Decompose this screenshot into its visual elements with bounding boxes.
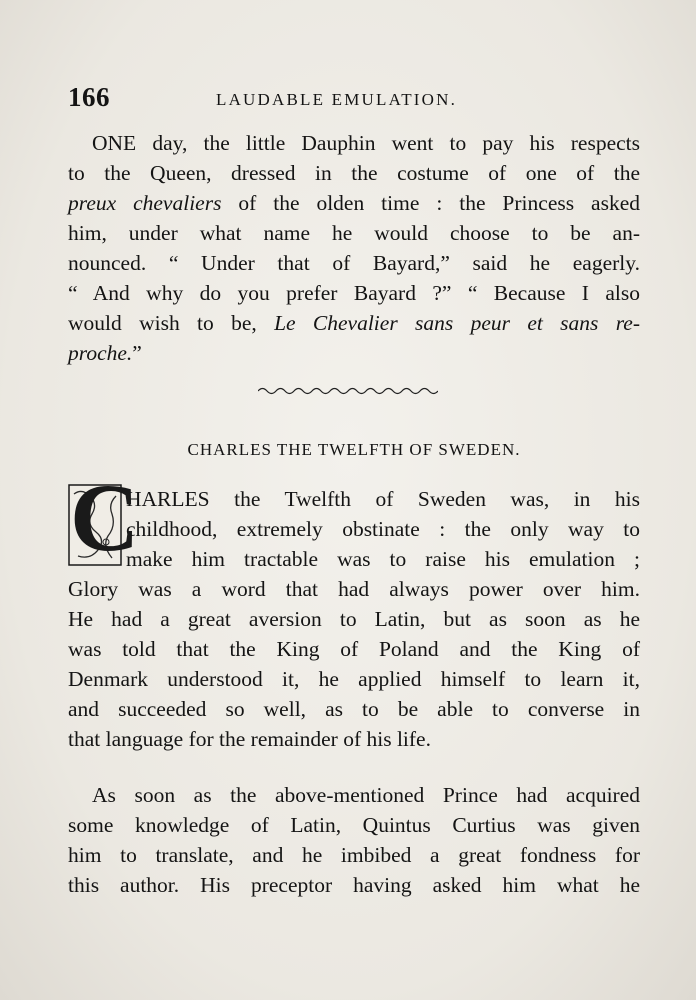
decorative-drop-cap (68, 464, 140, 571)
ornamental-divider (258, 386, 438, 396)
paragraph-charles (68, 464, 640, 754)
text-line (68, 158, 640, 188)
text-line (68, 278, 640, 308)
text-line (68, 218, 640, 248)
paragraph-latin (68, 780, 640, 900)
page-number: 166 (68, 82, 110, 112)
text-line: some knowledge of Latin, Quintus Curtius was given (68, 813, 640, 837)
text-line (68, 128, 640, 158)
text-line: was told that the King of Poland and the King of (68, 637, 640, 661)
italic-phrase: proche. (68, 341, 133, 365)
text-line: this author. His preceptor having asked him what he (68, 873, 640, 897)
paragraph-dauphin (68, 128, 640, 368)
line-text: to the Queen, dressed in the costume of one of the (68, 161, 640, 185)
line-text: “ And why do you prefer Bayard ?” “ Because I also (68, 281, 640, 305)
text-line: him to translate, and he imbibed a great fondness for (68, 843, 640, 867)
text-line (68, 188, 640, 218)
line-text: ” (132, 341, 142, 365)
drop-cap-letter: C (70, 464, 140, 571)
text-line: make him tractable was to raise his emulation ; (126, 547, 640, 571)
line-text: him, under what name he would choose to be an- (68, 221, 640, 245)
line-text: nounced. “ Under that of Bayard,” said he eagerly. (68, 251, 640, 275)
text-line: that language for the remainder of his life. (68, 727, 431, 751)
text-line: and succeeded so well, as to be able to converse in (68, 697, 640, 721)
text-line: Glory was a word that had always power over him. (68, 577, 640, 601)
text-line (68, 338, 640, 368)
page-header (68, 82, 640, 118)
text-line: childhood, extremely obstinate : the only way to (126, 517, 640, 541)
line-text: of the olden time : the Princess asked (221, 191, 640, 215)
text-line: Denmark understood it, he applied himself to learn it, (68, 667, 640, 691)
small-caps-opening: ONE (92, 131, 137, 155)
text-line: HARLES the Twelfth of Sweden was, in his (126, 487, 640, 511)
text-line: As soon as the above-mentioned Prince had acquired (92, 783, 640, 807)
line-text: would wish to be, (68, 311, 275, 335)
line-text: day, the little Dauphin went to pay his respects (136, 131, 640, 155)
running-head: LAUDABLE EMULATION. (216, 90, 458, 109)
text-line: He had a great aversion to Latin, but as soon as he (68, 607, 640, 631)
text-line (68, 308, 640, 338)
italic-phrase: Le Chevalier sans peur et sans re- (274, 311, 640, 335)
section-title: CHARLES THE TWELFTH OF SWEDEN. (187, 440, 521, 459)
italic-phrase: preux chevaliers (68, 191, 222, 215)
text-line (68, 248, 640, 278)
